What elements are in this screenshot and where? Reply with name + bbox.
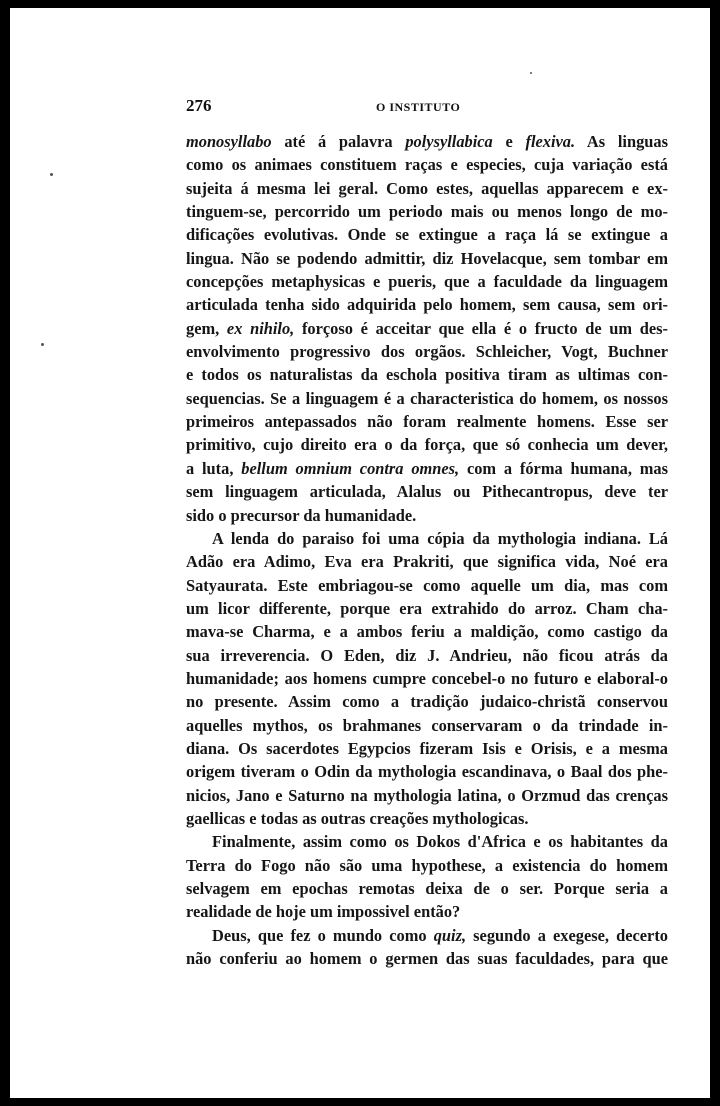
text-line: sem linguagem articulada, Alalus ou Pithecantropus, deve ter [186, 482, 668, 502]
text-line: Adão era Adimo, Eva era Prakriti, que significa vida, Noé era [186, 552, 668, 572]
running-title: O INSTITUTO [376, 100, 461, 114]
text-line: não conferiu ao homem o germen das suas faculdades, para que [186, 949, 668, 969]
text-line: A lenda do paraiso foi uma cópia da mythologia indiana. Lá [212, 528, 668, 548]
text-line: gaellicas e todas as outras creações mythologicas. [186, 808, 529, 828]
text-line: sequencias. Se a linguagem é a characteristica do homem, os nossos [186, 388, 668, 408]
text-line: primeiros antepassados não foram realmente homens. Esse ser [186, 412, 668, 432]
text-line: tinguem-se, percorrido um periodo mais ou menos longo de mo- [186, 202, 668, 222]
body-text [186, 130, 668, 970]
page-header [186, 96, 668, 118]
text-line: monosyllabo até á palavra polysyllabica e flexiva. As linguas [186, 132, 668, 151]
text-line: um licor differente, porque era extrahido do arroz. Cham cha- [186, 598, 668, 618]
text-line: nicios, Jano e Saturno na mythologia latina, o Orzmud das crenças [186, 785, 668, 805]
book-page [10, 8, 710, 1098]
text-line: aquelles mythos, os brahmanes conservaram o da trindade in- [186, 715, 668, 735]
page-number: 276 [186, 96, 212, 115]
text-line: Satyaurata. Este embriagou-se como aquelle um dia, mas com [186, 575, 668, 595]
text-line: sujeita á mesma lei geral. Como estes, aquellas apparecem e ex- [186, 178, 668, 198]
text-line: dificações evolutivas. Onde se extingue a raça lá se extingue a [186, 225, 668, 245]
text-line: envolvimento progressivo dos orgãos. Schleicher, Vogt, Buchner [186, 342, 668, 362]
text-line: humanidade; aos homens cumpre concebel-o no futuro e elaboral-o [186, 668, 668, 688]
text-line: Terra do Fogo não são uma hypothese, a existencia do homem [186, 855, 668, 875]
text-line: Deus, que fez o mundo como quiz, segundo a exegese, decerto [212, 925, 668, 945]
text-line: lingua. Não se podendo admittir, diz Hovelacque, sem tombar em [186, 248, 668, 268]
text-line: articulada tenha sido adquirida pelo homem, sem causa, sem ori- [186, 295, 668, 315]
text-line: diana. Os sacerdotes Egypcios fizeram Isis e Orisis, e a mesma [186, 738, 668, 758]
scan-speck [50, 173, 53, 176]
text-line: gem, ex nihilo, forçoso é acceitar que ella é o fructo de um des- [186, 318, 668, 338]
text-line: Finalmente, assim como os Dokos d'Africa e os habitantes da [212, 832, 668, 852]
text-line: a luta, bellum omnium contra omnes, com a fórma humana, mas [186, 458, 668, 478]
text-line: selvagem em epochas remotas deixa de o ser. Porque seria a [186, 879, 668, 898]
text-line: mava-se Charma, e a ambos feriu a maldição, como castigo da [186, 622, 668, 642]
text-line: no presente. Assim como a tradição judaico-christã conservou [186, 692, 668, 712]
text-line: primitivo, cujo direito era o da força, que só conhecia um dever, [186, 435, 668, 455]
text-line: realidade de hoje um impossivel então? [186, 902, 461, 922]
text-line: sua irreverencia. O Eden, diz J. Andrieu, não ficou atrás da [186, 645, 668, 665]
text-line: sido o precursor da humanidade. [186, 505, 417, 525]
text-line: como os animaes constituem raças e especies, cuja variação está [186, 155, 668, 175]
scan-speck [41, 343, 44, 346]
text-line: e todos os naturalistas da eschola positiva tiram as ultimas con- [186, 365, 668, 385]
text-line: origem tiveram o Odin da mythologia escandinava, o Baal dos phe- [186, 762, 668, 782]
scan-speck [530, 72, 532, 74]
text-line: concepções metaphysicas e pueris, que a faculdade da linguagem [186, 272, 668, 292]
